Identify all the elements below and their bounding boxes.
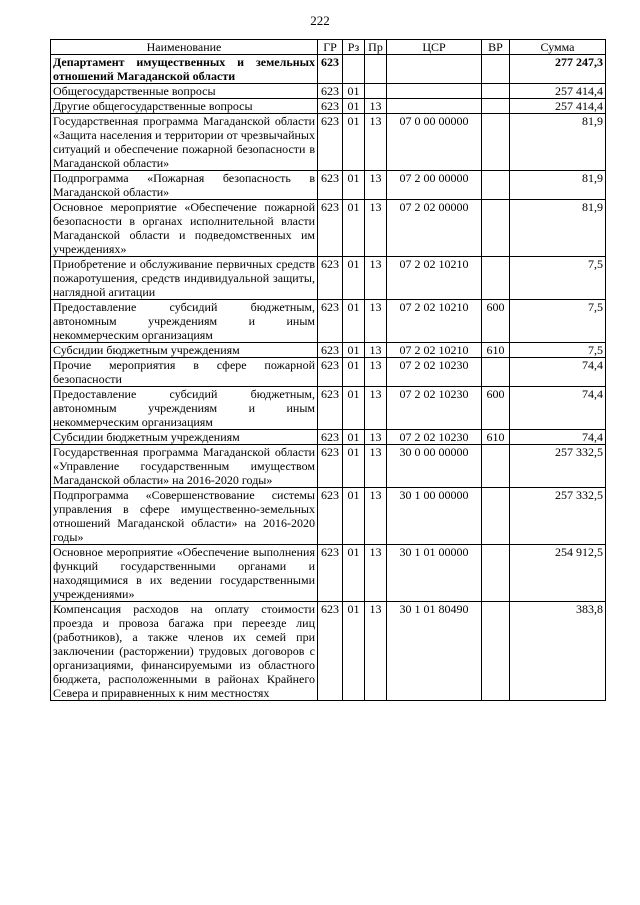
table-row [51, 488, 606, 545]
cell-csr: 30 0 00 00000 [387, 445, 482, 488]
cell-name: Другие общегосударственные вопросы [51, 99, 318, 114]
cell-pr: 13 [365, 200, 387, 257]
cell-pr: 13 [365, 430, 387, 445]
cell-csr: 07 2 02 10230 [387, 430, 482, 445]
cell-gr: 623 [318, 200, 343, 257]
cell-gr: 623 [318, 343, 343, 358]
cell-sum: 257 414,4 [510, 99, 606, 114]
cell-rz: 01 [343, 430, 365, 445]
table-row [51, 257, 606, 300]
cell-rz: 01 [343, 200, 365, 257]
cell-sum: 81,9 [510, 171, 606, 200]
cell-sum: 277 247,3 [510, 55, 606, 84]
cell-pr [365, 84, 387, 99]
cell-gr: 623 [318, 84, 343, 99]
cell-vr [482, 545, 510, 602]
cell-rz: 01 [343, 445, 365, 488]
cell-pr: 13 [365, 114, 387, 171]
table-row [51, 387, 606, 430]
cell-gr: 623 [318, 488, 343, 545]
cell-name: Компенсация расходов на оплату стоимости проезда и провоза багажа при переезде лиц (работников), а также членов их семей при заключении (расторжении) трудовых договоров с организациями, финансируемыми из областного бюджета, расположенными в районах Крайнего Севера и приравненных к ним местностях [51, 602, 318, 701]
cell-sum: 7,5 [510, 257, 606, 300]
cell-csr: 07 0 00 00000 [387, 114, 482, 171]
table-row [51, 343, 606, 358]
table-row [51, 200, 606, 257]
cell-sum: 257 414,4 [510, 84, 606, 99]
cell-rz: 01 [343, 488, 365, 545]
cell-gr: 623 [318, 114, 343, 171]
cell-vr [482, 602, 510, 701]
cell-rz: 01 [343, 300, 365, 343]
column-header-sum: Сумма [510, 40, 606, 55]
cell-pr: 13 [365, 99, 387, 114]
cell-csr [387, 84, 482, 99]
cell-name: Приобретение и обслуживание первичных средств пожаротушения, средств индивидуальной защиты, наглядной агитации [51, 257, 318, 300]
cell-sum: 81,9 [510, 114, 606, 171]
cell-name: Основное мероприятие «Обеспечение пожарной безопасности в органах исполнительной власти Магаданской области и подведомственных им учреждениях» [51, 200, 318, 257]
cell-name: Субсидии бюджетным учреждениям [51, 343, 318, 358]
table-row [51, 55, 606, 84]
cell-vr [482, 55, 510, 84]
cell-csr: 07 2 02 10210 [387, 257, 482, 300]
cell-name: Государственная программа Магаданской области «Защита населения и территории от чрезвычайных ситуаций и обеспечение пожарной безопасности в Магаданской области» [51, 114, 318, 171]
cell-name: Предоставление субсидий бюджетным, автономным учреждениям и иным некоммерческим организациям [51, 387, 318, 430]
table-row [51, 358, 606, 387]
cell-pr: 13 [365, 300, 387, 343]
table-row [51, 171, 606, 200]
cell-sum: 383,8 [510, 602, 606, 701]
cell-csr: 07 2 02 10210 [387, 300, 482, 343]
cell-name: Основное мероприятие «Обеспечение выполнения функций государственными органами и находящимися в их ведении государственными учреждениями» [51, 545, 318, 602]
cell-name: Департамент имущественных и земельных отношений Магаданской области [51, 55, 318, 84]
cell-name: Субсидии бюджетным учреждениям [51, 430, 318, 445]
cell-csr: 07 2 02 10230 [387, 387, 482, 430]
cell-gr: 623 [318, 171, 343, 200]
cell-sum: 7,5 [510, 300, 606, 343]
cell-pr: 13 [365, 343, 387, 358]
cell-vr [482, 488, 510, 545]
cell-rz: 01 [343, 114, 365, 171]
column-header-vr: ВР [482, 40, 510, 55]
cell-pr: 13 [365, 545, 387, 602]
cell-vr [482, 114, 510, 171]
cell-gr: 623 [318, 358, 343, 387]
cell-vr [482, 257, 510, 300]
table-row [51, 99, 606, 114]
cell-sum: 257 332,5 [510, 488, 606, 545]
cell-csr: 07 2 00 00000 [387, 171, 482, 200]
cell-rz: 01 [343, 358, 365, 387]
cell-name: Государственная программа Магаданской области «Управление государственным имуществом Магаданской области» на 2016-2020 годы» [51, 445, 318, 488]
cell-pr: 13 [365, 257, 387, 300]
cell-gr: 623 [318, 545, 343, 602]
cell-vr [482, 445, 510, 488]
cell-sum: 257 332,5 [510, 445, 606, 488]
column-header-pr: Пр [365, 40, 387, 55]
cell-name: Подпрограмма «Совершенствование системы управления в сфере имущественно-земельных отношений Магаданской области» на 2016-2020 годы» [51, 488, 318, 545]
cell-rz: 01 [343, 343, 365, 358]
table-row [51, 114, 606, 171]
cell-gr: 623 [318, 602, 343, 701]
cell-name: Предоставление субсидий бюджетным, автономным учреждениям и иным некоммерческим организациям [51, 300, 318, 343]
cell-rz: 01 [343, 545, 365, 602]
cell-rz [343, 55, 365, 84]
column-header-csr: ЦСР [387, 40, 482, 55]
cell-rz: 01 [343, 84, 365, 99]
cell-pr: 13 [365, 387, 387, 430]
cell-csr: 30 1 01 00000 [387, 545, 482, 602]
table-body [51, 55, 606, 701]
cell-csr [387, 55, 482, 84]
table-header-row [51, 40, 606, 55]
cell-csr: 30 1 00 00000 [387, 488, 482, 545]
cell-rz: 01 [343, 257, 365, 300]
cell-pr: 13 [365, 171, 387, 200]
column-header-rz: Рз [343, 40, 365, 55]
cell-pr: 13 [365, 488, 387, 545]
cell-gr: 623 [318, 257, 343, 300]
cell-sum: 254 912,5 [510, 545, 606, 602]
cell-sum: 74,4 [510, 358, 606, 387]
cell-vr [482, 84, 510, 99]
cell-gr: 623 [318, 300, 343, 343]
cell-gr: 623 [318, 387, 343, 430]
cell-vr [482, 99, 510, 114]
cell-pr: 13 [365, 602, 387, 701]
cell-sum: 81,9 [510, 200, 606, 257]
cell-csr: 07 2 02 00000 [387, 200, 482, 257]
cell-rz: 01 [343, 99, 365, 114]
cell-sum: 7,5 [510, 343, 606, 358]
table-row [51, 602, 606, 701]
cell-sum: 74,4 [510, 387, 606, 430]
cell-name: Прочие мероприятия в сфере пожарной безопасности [51, 358, 318, 387]
cell-vr: 610 [482, 343, 510, 358]
table-row [51, 300, 606, 343]
cell-csr: 07 2 02 10230 [387, 358, 482, 387]
cell-pr: 13 [365, 358, 387, 387]
cell-csr: 07 2 02 10210 [387, 343, 482, 358]
cell-pr: 13 [365, 445, 387, 488]
cell-gr: 623 [318, 55, 343, 84]
cell-gr: 623 [318, 445, 343, 488]
column-header-gr: ГР [318, 40, 343, 55]
cell-name: Общегосударственные вопросы [51, 84, 318, 99]
table-row [51, 84, 606, 99]
cell-rz: 01 [343, 171, 365, 200]
table-row [51, 445, 606, 488]
page-number: 222 [310, 13, 330, 28]
cell-name: Подпрограмма «Пожарная безопасность в Магаданской области» [51, 171, 318, 200]
column-header-name: Наименование [51, 40, 318, 55]
cell-rz: 01 [343, 387, 365, 430]
cell-vr [482, 200, 510, 257]
cell-gr: 623 [318, 99, 343, 114]
cell-csr: 30 1 01 80490 [387, 602, 482, 701]
cell-vr: 600 [482, 300, 510, 343]
table-row [51, 430, 606, 445]
cell-gr: 623 [318, 430, 343, 445]
cell-vr [482, 358, 510, 387]
budget-table [50, 39, 606, 701]
cell-rz: 01 [343, 602, 365, 701]
cell-sum: 74,4 [510, 430, 606, 445]
cell-vr [482, 171, 510, 200]
cell-vr: 610 [482, 430, 510, 445]
table-row [51, 545, 606, 602]
cell-vr: 600 [482, 387, 510, 430]
cell-csr [387, 99, 482, 114]
cell-pr [365, 55, 387, 84]
